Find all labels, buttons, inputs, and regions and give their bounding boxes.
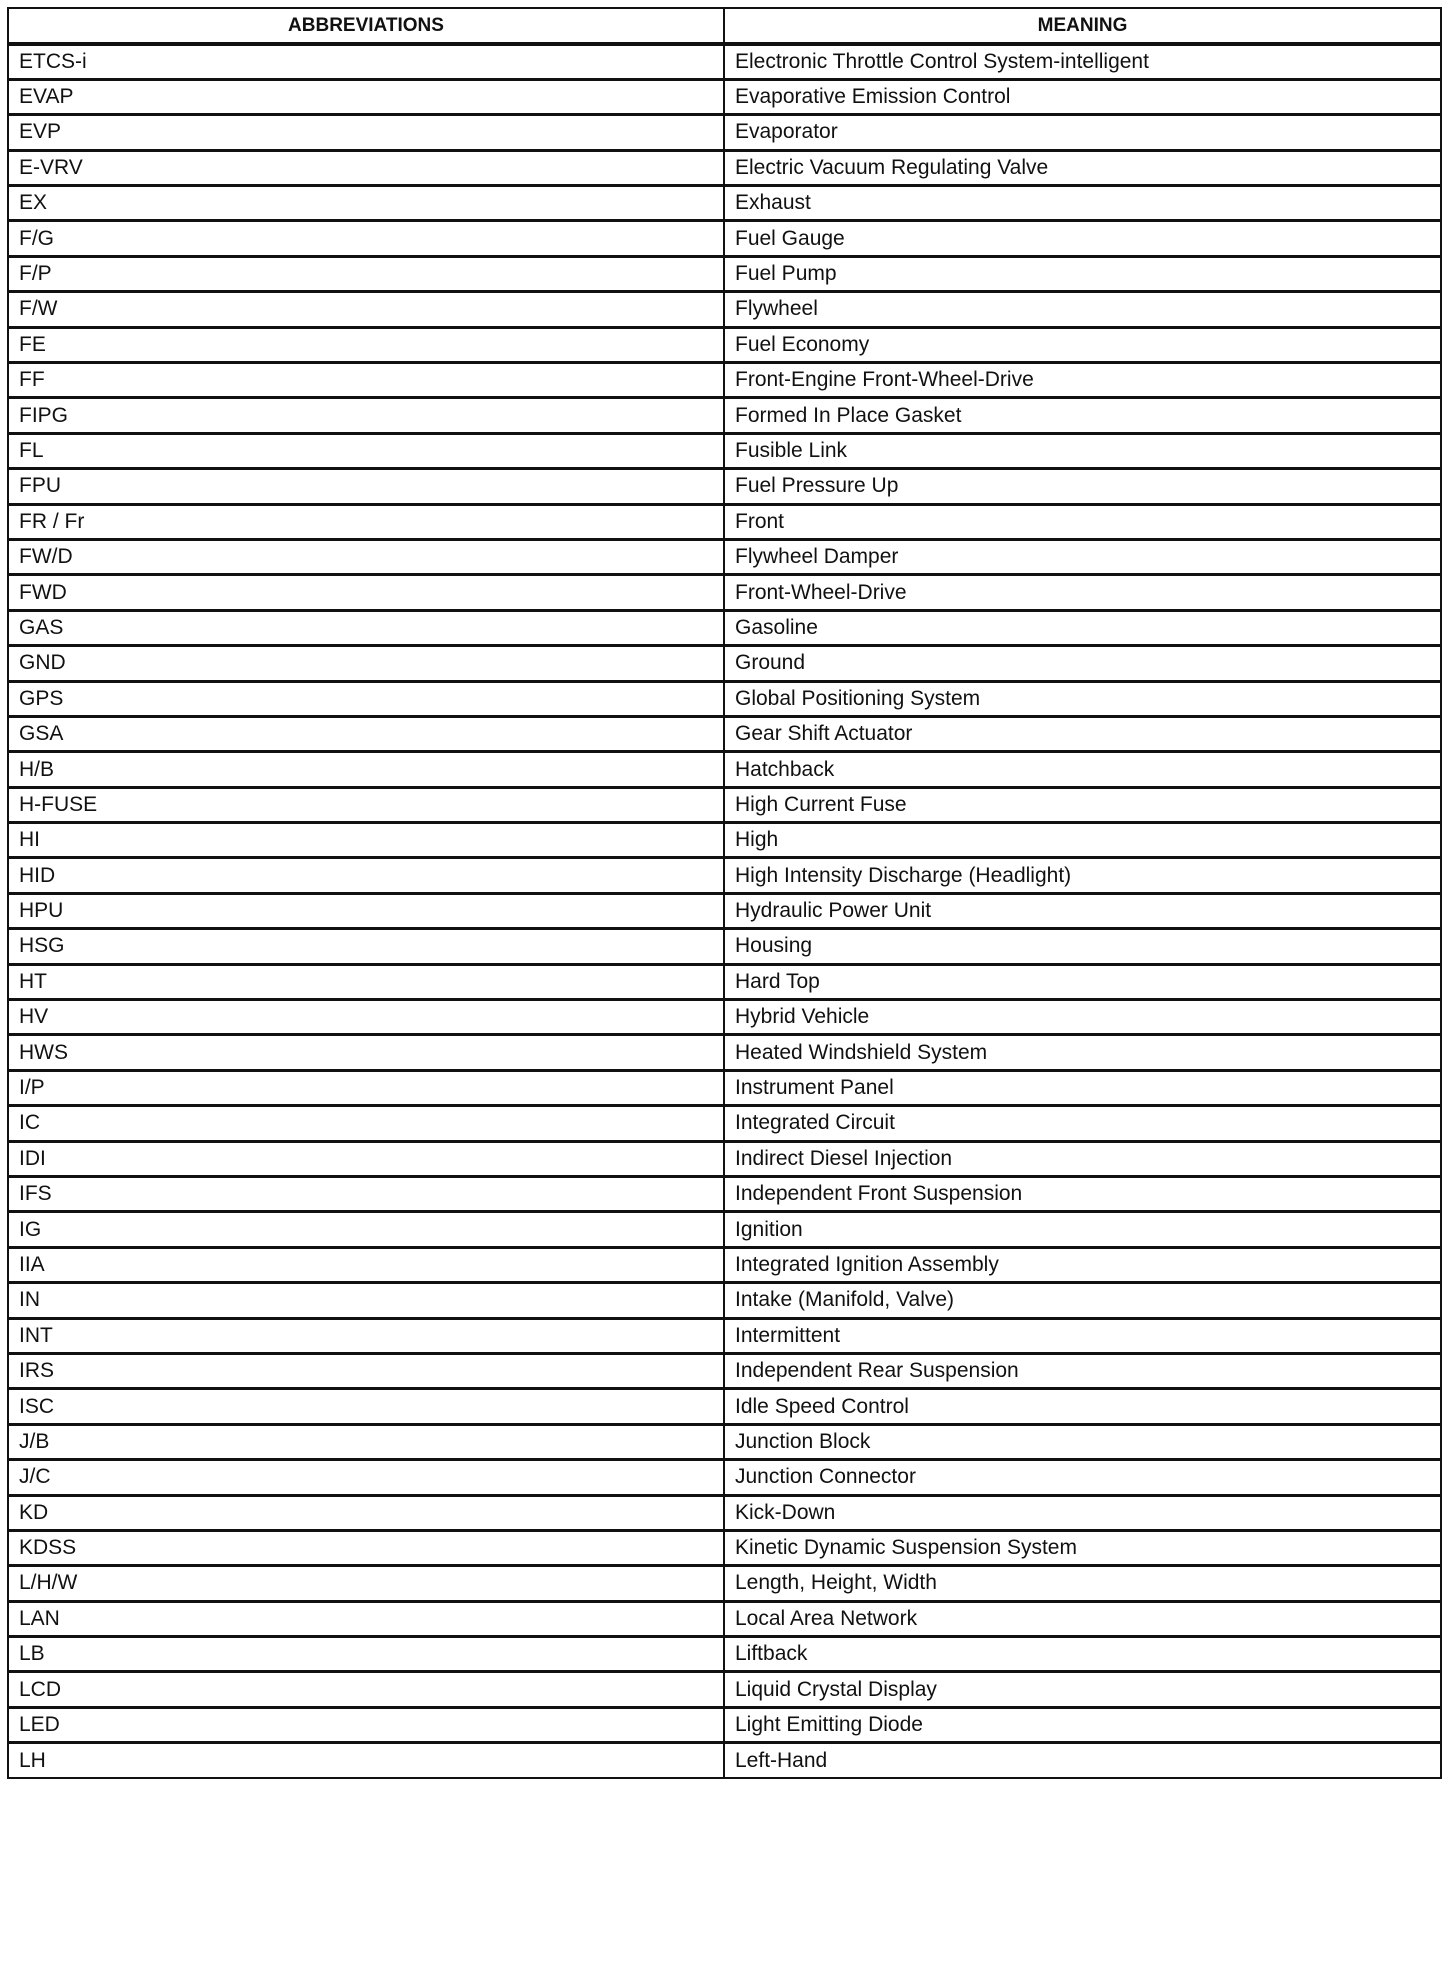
abbreviation-cell: FWD <box>8 575 724 610</box>
meaning-cell: Integrated Ignition Assembly <box>724 1247 1441 1282</box>
abbreviation-cell: IN <box>8 1283 724 1318</box>
abbreviation-cell: F/G <box>8 221 724 256</box>
table-row <box>8 1601 1441 1636</box>
meaning-cell: Liquid Crystal Display <box>724 1672 1441 1707</box>
abbreviation-cell: IG <box>8 1212 724 1247</box>
abbreviation-cell: J/C <box>8 1460 724 1495</box>
meaning-cell: Intermittent <box>724 1318 1441 1353</box>
abbreviations-table <box>7 7 1442 1779</box>
table-row <box>8 1353 1441 1388</box>
abbreviation-cell: J/B <box>8 1424 724 1459</box>
abbreviation-cell: LED <box>8 1707 724 1742</box>
table-row <box>8 1707 1441 1742</box>
meaning-cell: High Current Fuse <box>724 787 1441 822</box>
meaning-cell: Fuel Pressure Up <box>724 469 1441 504</box>
meaning-cell: Light Emitting Diode <box>724 1707 1441 1742</box>
meaning-cell: Integrated Circuit <box>724 1106 1441 1141</box>
table-row <box>8 964 1441 999</box>
abbreviation-cell: IDI <box>8 1141 724 1176</box>
abbreviation-cell: IFS <box>8 1177 724 1212</box>
meaning-cell: Flywheel Damper <box>724 539 1441 574</box>
meaning-cell: Left-Hand <box>724 1743 1441 1778</box>
meaning-cell: High <box>724 823 1441 858</box>
abbreviation-cell: EVAP <box>8 79 724 114</box>
meaning-cell: Electric Vacuum Regulating Valve <box>724 150 1441 185</box>
table-row <box>8 1247 1441 1282</box>
table-row <box>8 292 1441 327</box>
meaning-cell: Evaporative Emission Control <box>724 79 1441 114</box>
table-row <box>8 1141 1441 1176</box>
meaning-cell: Global Positioning System <box>724 681 1441 716</box>
table-row <box>8 716 1441 751</box>
meaning-cell: Local Area Network <box>724 1601 1441 1636</box>
meaning-cell: Kick-Down <box>724 1495 1441 1530</box>
abbreviation-cell: HT <box>8 964 724 999</box>
table-row <box>8 363 1441 398</box>
table-row <box>8 610 1441 645</box>
abbreviation-cell: GSA <box>8 716 724 751</box>
meaning-cell: Gear Shift Actuator <box>724 716 1441 751</box>
table-row <box>8 1495 1441 1530</box>
meaning-cell: Junction Block <box>724 1424 1441 1459</box>
table-row <box>8 1318 1441 1353</box>
meaning-cell: Idle Speed Control <box>724 1389 1441 1424</box>
abbreviation-cell: LAN <box>8 1601 724 1636</box>
table-row <box>8 44 1441 79</box>
abbreviation-cell: FL <box>8 433 724 468</box>
abbreviation-cell: EX <box>8 186 724 221</box>
meaning-cell: Fuel Pump <box>724 256 1441 291</box>
abbreviation-cell: EVP <box>8 115 724 150</box>
table-row <box>8 186 1441 221</box>
meaning-cell: Intake (Manifold, Valve) <box>724 1283 1441 1318</box>
meaning-cell: Instrument Panel <box>724 1070 1441 1105</box>
table-row <box>8 1672 1441 1707</box>
table-row <box>8 646 1441 681</box>
meaning-cell: Fusible Link <box>724 433 1441 468</box>
abbreviation-cell: INT <box>8 1318 724 1353</box>
table-row <box>8 858 1441 893</box>
meaning-cell: Front-Engine Front-Wheel-Drive <box>724 363 1441 398</box>
table-row <box>8 1424 1441 1459</box>
table-row <box>8 823 1441 858</box>
meaning-cell: Flywheel <box>724 292 1441 327</box>
meaning-cell: Evaporator <box>724 115 1441 150</box>
abbreviation-cell: HID <box>8 858 724 893</box>
meaning-cell: Hydraulic Power Unit <box>724 893 1441 928</box>
meaning-cell: Indirect Diesel Injection <box>724 1141 1441 1176</box>
meaning-cell: Electronic Throttle Control System-intelligent <box>724 44 1441 79</box>
table-row <box>8 681 1441 716</box>
meaning-cell: Independent Front Suspension <box>724 1177 1441 1212</box>
table-row <box>8 1389 1441 1424</box>
abbreviation-cell: I/P <box>8 1070 724 1105</box>
table-row <box>8 1283 1441 1318</box>
meaning-cell: Hatchback <box>724 752 1441 787</box>
abbreviation-cell: FPU <box>8 469 724 504</box>
header-abbreviations: ABBREVIATIONS <box>8 8 724 44</box>
abbreviation-cell: KDSS <box>8 1530 724 1565</box>
meaning-cell: Exhaust <box>724 186 1441 221</box>
abbreviation-cell: IC <box>8 1106 724 1141</box>
table-row <box>8 1106 1441 1141</box>
meaning-cell: Front-Wheel-Drive <box>724 575 1441 610</box>
abbreviation-cell: H-FUSE <box>8 787 724 822</box>
abbreviation-cell: FR / Fr <box>8 504 724 539</box>
abbreviation-cell: KD <box>8 1495 724 1530</box>
meaning-cell: High Intensity Discharge (Headlight) <box>724 858 1441 893</box>
abbreviation-cell: IIA <box>8 1247 724 1282</box>
abbreviation-cell: LCD <box>8 1672 724 1707</box>
meaning-cell: Front <box>724 504 1441 539</box>
meaning-cell: Formed In Place Gasket <box>724 398 1441 433</box>
table-row <box>8 504 1441 539</box>
abbreviation-cell: FF <box>8 363 724 398</box>
table-row <box>8 1070 1441 1105</box>
abbreviation-cell: F/W <box>8 292 724 327</box>
abbreviation-cell: IRS <box>8 1353 724 1388</box>
table-row <box>8 150 1441 185</box>
abbreviation-cell: H/B <box>8 752 724 787</box>
table-row <box>8 787 1441 822</box>
meaning-cell: Ignition <box>724 1212 1441 1247</box>
table-body <box>8 44 1441 1778</box>
abbreviation-cell: LH <box>8 1743 724 1778</box>
abbreviation-cell: GND <box>8 646 724 681</box>
table-row <box>8 575 1441 610</box>
abbreviation-cell: HV <box>8 1000 724 1035</box>
meaning-cell: Fuel Gauge <box>724 221 1441 256</box>
abbreviation-cell: HWS <box>8 1035 724 1070</box>
table-row <box>8 1212 1441 1247</box>
table-row <box>8 327 1441 362</box>
meaning-cell: Housing <box>724 929 1441 964</box>
abbreviation-cell: GPS <box>8 681 724 716</box>
abbreviation-cell: FIPG <box>8 398 724 433</box>
abbreviation-cell: L/H/W <box>8 1566 724 1601</box>
table-row <box>8 115 1441 150</box>
abbreviation-cell: FE <box>8 327 724 362</box>
table-row <box>8 1530 1441 1565</box>
meaning-cell: Ground <box>724 646 1441 681</box>
meaning-cell: Hybrid Vehicle <box>724 1000 1441 1035</box>
meaning-cell: Junction Connector <box>724 1460 1441 1495</box>
table-row <box>8 398 1441 433</box>
abbreviation-cell: ISC <box>8 1389 724 1424</box>
table-row <box>8 1035 1441 1070</box>
abbreviation-cell: F/P <box>8 256 724 291</box>
abbreviation-cell: HPU <box>8 893 724 928</box>
abbreviation-cell: E-VRV <box>8 150 724 185</box>
table-row <box>8 1637 1441 1672</box>
table-row <box>8 929 1441 964</box>
meaning-cell: Hard Top <box>724 964 1441 999</box>
table-header <box>8 8 1441 44</box>
table-row <box>8 1743 1441 1778</box>
table-row <box>8 1460 1441 1495</box>
table-row <box>8 1177 1441 1212</box>
abbreviation-cell: FW/D <box>8 539 724 574</box>
table-row <box>8 469 1441 504</box>
table-row <box>8 1000 1441 1035</box>
abbreviation-cell: LB <box>8 1637 724 1672</box>
abbreviation-cell: HI <box>8 823 724 858</box>
meaning-cell: Independent Rear Suspension <box>724 1353 1441 1388</box>
table-row <box>8 539 1441 574</box>
table-row <box>8 1566 1441 1601</box>
table-row <box>8 433 1441 468</box>
table-row <box>8 893 1441 928</box>
table-row <box>8 79 1441 114</box>
meaning-cell: Liftback <box>724 1637 1441 1672</box>
table-row <box>8 256 1441 291</box>
meaning-cell: Length, Height, Width <box>724 1566 1441 1601</box>
table-row <box>8 221 1441 256</box>
table-row <box>8 752 1441 787</box>
abbreviation-cell: GAS <box>8 610 724 645</box>
abbreviation-cell: ETCS-i <box>8 44 724 79</box>
header-meaning: MEANING <box>724 8 1441 44</box>
meaning-cell: Kinetic Dynamic Suspension System <box>724 1530 1441 1565</box>
meaning-cell: Gasoline <box>724 610 1441 645</box>
header-row <box>8 8 1441 44</box>
meaning-cell: Fuel Economy <box>724 327 1441 362</box>
abbreviation-cell: HSG <box>8 929 724 964</box>
meaning-cell: Heated Windshield System <box>724 1035 1441 1070</box>
